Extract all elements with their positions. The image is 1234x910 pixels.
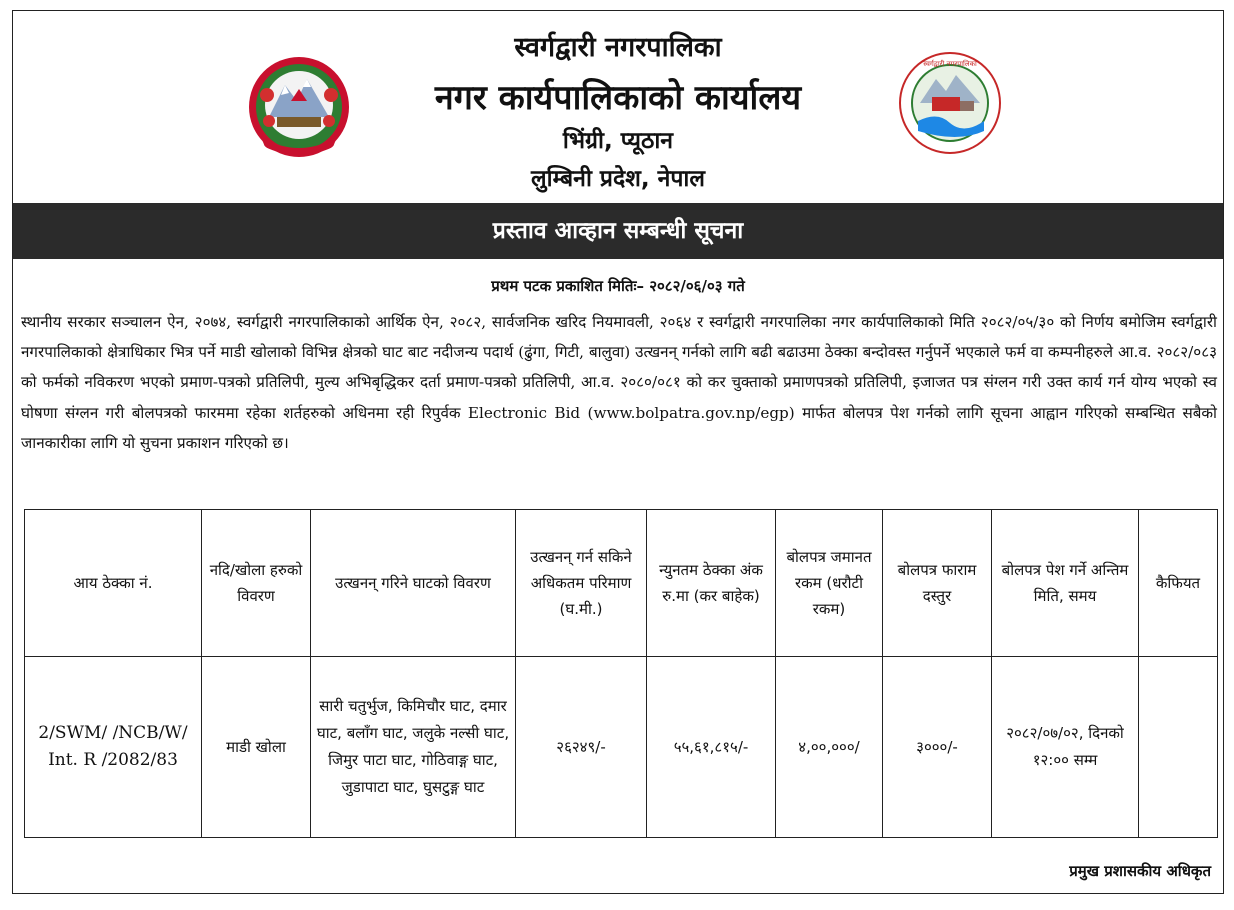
- form-fee-cell: ३०००/-: [883, 657, 992, 838]
- table-header-row: [25, 510, 1218, 657]
- max-quantity-cell: २६२४९/-: [516, 657, 647, 838]
- bid-security-cell: ४,००,०००/: [776, 657, 883, 838]
- ghats-cell: सारी चतुर्भुज, किमिचौर घाट, दमार घाट, बलाँग घाट, जलुके नल्सी घाट, जिमुर पाटा घाट, गोठिवाङ्ग घाट, जुडापाटा घाट, घुसटुङ्ग घाट: [311, 657, 516, 838]
- contract-no-cell: 2/SWM/ /NCB/W/ Int. R /2082/83: [25, 657, 202, 838]
- municipality-seal-icon: [898, 51, 1002, 155]
- published-date: प्रथम पटक प्रकाशित मितिः– २०८२/०६/०३ गते: [491, 277, 745, 295]
- seal-text: स्वर्गद्वारी नगरपालिका: [923, 60, 977, 68]
- notice-frame: [12, 10, 1224, 894]
- col-min-amount: न्युनतम ठेक्का अंक रु.मा (कर बाहेक): [647, 510, 776, 657]
- col-deadline: बोलपत्र पेश गर्ने अन्तिम मिति, समय: [992, 510, 1139, 657]
- letterhead: [13, 11, 1223, 203]
- col-river: नदि/खोला हरुको विवरण: [202, 510, 311, 657]
- deadline-cell: २०८२/०७/०२, दिनको १२:०० सम्म: [992, 657, 1139, 838]
- river-cell: माडी खोला: [202, 657, 311, 838]
- bid-table: [24, 509, 1218, 838]
- table-row: [25, 657, 1218, 838]
- office-location: भिंग्री, प्यूठान: [562, 128, 674, 154]
- municipality-name: स्वर्गद्वारी नगरपालिका: [514, 32, 722, 63]
- min-amount-cell: ५५,६१,८१५/-: [647, 657, 776, 838]
- signature: प्रमुख प्रशासकीय अधिकृत: [1069, 862, 1211, 880]
- notice-body: स्थानीय सरकार सञ्चालन ऐन, २०७४, स्वर्गद्वारी नगरपालिकाको आर्थिक ऐन, २०८२, सार्वजनिक खरिद नियमावली, २०६४ र स्वर्गद्वारी नगरपालिका नगर कार्यपालिकाको मिति २०८२/०५/३० को निर्णय बमोजिम स्वर्गद्वारी नगरपालिकाको क्षेत्राधिकार भित्र पर्ने माडी खोलाको विभिन्न क्षेत्रको घाट बाट नदीजन्य पदार्थ (ढुंगा, गिटी, बालुवा) उत्खनन् गर्नको लागि बढी बढाउमा ठेक्का बन्दोवस्त गर्नुपर्ने भएकाले फर्म वा कम्पनीहरुले आ.व. २०८२/०८३ को फर्मको नविकरण भएको प्रमाण-पत्रको प्रतिलिपी, मुल्य अभिबृद्धिकर दर्ता प्रमाण-पत्रको प्रतिलिपी, आ.व. २०८०/०८१ को कर चुक्ताको प्रमाणपत्रको प्रतिलिपी, इजाजत पत्र संग्लन गरी उक्त कार्य गर्न योग्य भएको स्व घोषणा संग्लन गरी बोलपत्रको फारममा रहेका शर्तहरुको अधिनमा रही रिपुर्वक Electronic Bid (www.bolpatra.gov.np/egp) मार्फत बोलपत्र पेश गर्नको लागि सूचना आह्वान गरिएको सम्बन्धित सबैको जानकारीका लागि यो सुचना प्रकाशन गरिएको छ।: [21, 313, 1217, 452]
- col-remarks: कैफियत: [1139, 510, 1218, 657]
- col-bid-security: बोलपत्र जमानत रकम (धरौटी रकम): [776, 510, 883, 657]
- col-max-quantity: उत्खनन् गर्न सकिने अधिकतम परिमाण (घ.मी.): [516, 510, 647, 657]
- col-ghats: उत्खनन् गरिने घाटको विवरण: [311, 510, 516, 657]
- remarks-cell: [1139, 657, 1218, 838]
- notice-title: प्रस्ताव आव्हान सम्बन्धी सूचना: [13, 203, 1223, 259]
- office-name: नगर कार्यपालिकाको कार्यालय: [434, 78, 802, 118]
- office-province: लुम्बिनी प्रदेश, नेपाल: [531, 166, 705, 192]
- col-form-fee: बोलपत्र फाराम दस्तुर: [883, 510, 992, 657]
- col-contract-no: आय ठेक्का नं.: [25, 510, 202, 657]
